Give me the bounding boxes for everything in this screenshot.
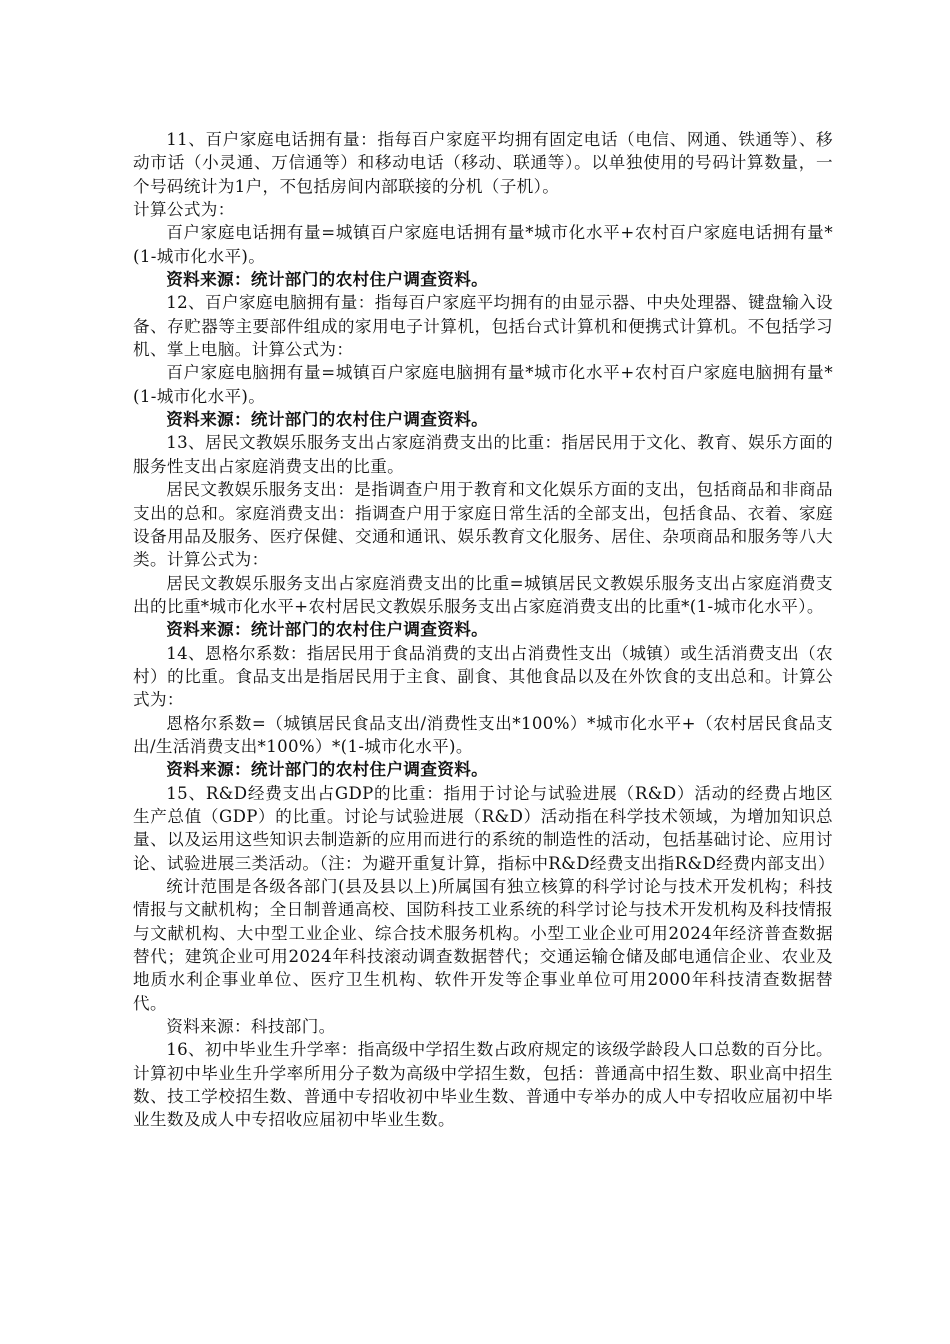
paragraph-item-15-scope: 统计范围是各级各部门(县及县以上)所属国有独立核算的科学讨论与技术开发机构；科技情报与文献机构；全日制普通高校、国防科技工业系统的科学讨论与技术开发机构及科技情报与文献机构、大中型工业企业、综合技术服务机构。小型工业企业可用2024年经济普查数据替代；建筑企业可用2024年科技滚动调查数据替代；交通运输仓储及邮电通信企业、农业及地质水利企事业单位、医疗卫生机构、软件开发等企事业单位可用2000年科技清查数据替代。 (133, 877, 833, 1013)
paragraph-item-12-formula: 百户家庭电脑拥有量=城镇百户家庭电脑拥有量*城市化水平+农村百户家庭电脑拥有量*(1-城市化水平)。 (133, 363, 833, 406)
paragraph-item-11-formula: 百户家庭电话拥有量=城镇百户家庭电话拥有量*城市化水平+农村百户家庭电话拥有量*(1-城市化水平)。 (133, 223, 833, 266)
paragraph-item-14-definition: 14、恩格尔系数：指居民用于食品消费的支出占消费性支出（城镇）或生活消费支出（农村）的比重。食品支出是指居民用于主食、副食、其他食品以及在外饮食的支出总和。计算公式为： (133, 643, 833, 710)
paragraph-item-12-source: 资料来源：统计部门的农村住户调查资料。 (166, 409, 489, 430)
paragraph-item-15-definition: 15、R&D经费支出占GDP的比重：指用于讨论与试验进展（R&D）活动的经费占地区生产总值（GDP）的比重。讨论与试验进展（R&D）活动指在科学技术领域，为增加知识总量、以及运用这些知识去制造新的应用而进行的系统的制造性的活动，包括基础讨论、应用讨论、试验进展三类活动。（注：为避开重复计算，指标中R&D经费支出指R&D经费内部支出） (133, 783, 835, 873)
paragraph-item-12-definition: 12、百户家庭电脑拥有量：指每百户家庭平均拥有的由显示器、中央处理器、键盘输入设备、存贮器等主要部件组成的家用电子计算机，包括台式计算机和便携式计算机。不包括学习机、掌上电脑。计算公式为： (133, 293, 833, 360)
paragraph-item-14-formula: 恩格尔系数=（城镇居民食品支出/消费性支出*100%）*城市化水平+（农村居民食品支出/生活消费支出*100%）*(1-城市化水平)。 (133, 713, 833, 756)
paragraph-item-11-source: 资料来源：统计部门的农村住户调查资料。 (166, 269, 489, 290)
paragraph-item-15-source: 资料来源：科技部门。 (166, 1017, 336, 1037)
paragraph-item-16-definition: 16、初中毕业生升学率：指高级中学招生数占政府规定的该级学龄段人口总数的百分比。计算初中毕业生升学率所用分子数为高级中学招生数，包括：普通高中招生数、职业高中招生数、技工学校招生数、普通中专招收初中毕业生数、普通中专举办的成人中专招收应届初中毕业生数及成人中专招收应届初中毕业生数。 (133, 1040, 833, 1130)
paragraph-item-13-definition: 13、居民文教娱乐服务支出占家庭消费支出的比重：指居民用于文化、教育、娱乐方面的服务性支出占家庭消费支出的比重。 (133, 433, 833, 476)
paragraph-item-13-explanation: 居民文教娱乐服务支出：是指调查户用于教育和文化娱乐方面的支出，包括商品和非商品支出的总和。家庭消费支出：指调查户用于家庭日常生活的全部支出，包括食品、衣着、家庭设备用品及服务、医疗保健、交通和通讯、娱乐教育文化服务、居住、杂项商品和服务等八大类。计算公式为： (133, 480, 833, 570)
paragraph-item-14-source: 资料来源：统计部门的农村住户调查资料。 (166, 759, 489, 780)
paragraph-item-13-source: 资料来源：统计部门的农村住户调查资料。 (166, 619, 489, 640)
document-page (133, 128, 833, 1132)
paragraph-item-11-formula-intro: 计算公式为： (133, 200, 235, 220)
paragraph-item-11-definition: 11、百户家庭电话拥有量：指每百户家庭平均拥有固定电话（电信、网通、铁通等）、移动市话（小灵通、万信通等）和移动电话（移动、联通等）。以单独使用的号码计算数量，一个号码统计为1户，不包括房间内部联接的分机（子机）。 (133, 130, 833, 196)
paragraph-item-13-formula: 居民文教娱乐服务支出占家庭消费支出的比重=城镇居民文教娱乐服务支出占家庭消费支出的比重*城市化水平+农村居民文教娱乐服务支出占家庭消费支出的比重*(1-城市化水平）。 (133, 573, 833, 616)
